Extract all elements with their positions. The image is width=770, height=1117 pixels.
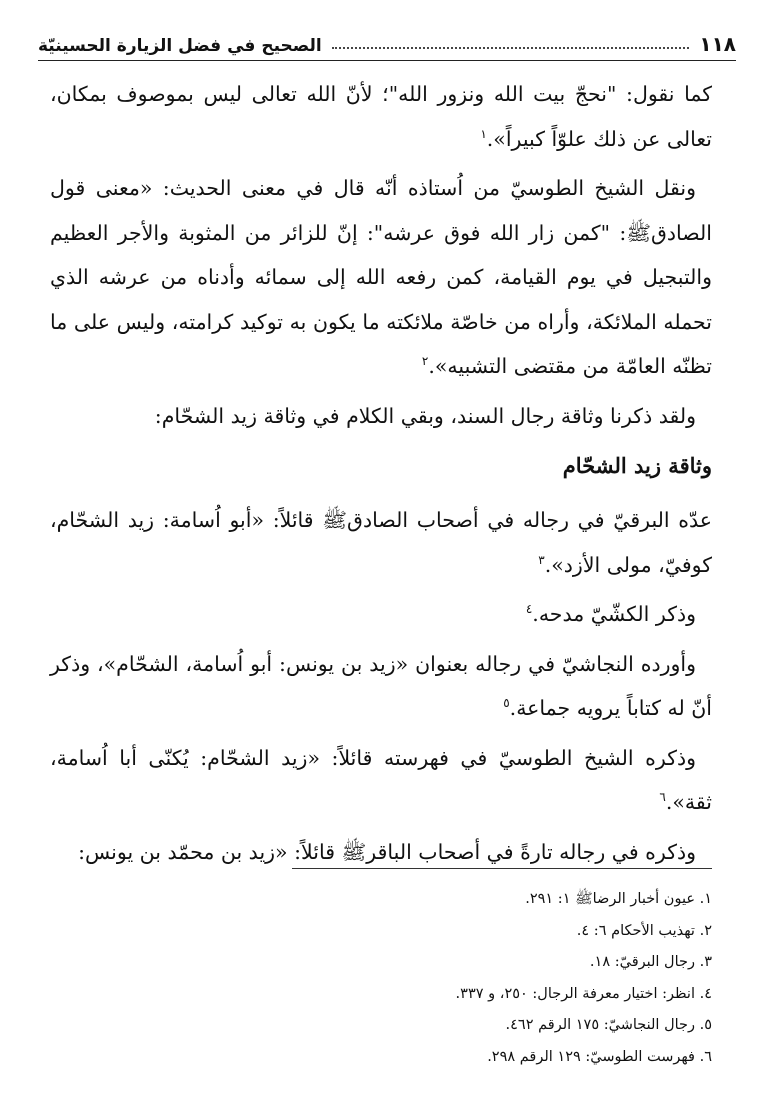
paragraph: ولقد ذكرنا وثاقة رجال السند، وبقي الكلام في وثاقة زيد الشحّام: [154, 403, 696, 428]
page-header [38, 22, 736, 61]
footnote-ref: ٥ [503, 696, 510, 711]
paragraph: ونقل الشيخ الطوسيّ من اُستاذه أنّه قال في معنى الحديث: «معنى قول الصادقﷺ: "كمن زار الله فوق عرشه": إنّ للزائر من المثوبة والأجر العظيم والتبجيل في يوم القيامة، كمن رفعه الله إلى سمائه وأدناه من عرشه الذي تحمله الملائكة، وأراه من خاصّة ملائكته ما يكون به توكيد كرامته، وليس على ما تظنّه العامّة من مقتضى التشبيه».$^٢$ [50, 176, 712, 378]
main-text [50, 72, 712, 879]
paragraph: وذكره في رجاله تارةً في أصحاب الباقرﷺ قائلاً: «زيد بن محمّد بن يونس: [78, 839, 696, 864]
footnote-item: ٦. فهرست الطوسيّ: ١٢٩ الرقم ٢٩٨. [487, 1048, 712, 1065]
footnote-item: ٢. تهذيب الأحكام ٦: ٤. [576, 922, 712, 939]
footnote-item: ١. عيون أخبار الرضاﷺ ١: ٢٩١. [525, 891, 712, 907]
footnote-ref: ٢ [421, 354, 429, 369]
footnote-item: ٤. انظر: اختيار معرفة الرجال: ٢٥٠، و ٣٣٧. [455, 985, 712, 1002]
footnote-item: ٣. رجال البرقيّ: ١٨. [589, 954, 712, 970]
footnote-ref: ١ [480, 126, 487, 141]
paragraph: عدّه البرقيّ في رجاله في أصحاب الصادقﷺ قائلاً: «أبو اُسامة: زيد الشحّام، كوفيّ، مولى الأزد».$^٣$ [50, 508, 712, 577]
header-dotted-leader [332, 47, 690, 49]
footnote-ref: ٤ [525, 602, 533, 617]
footnote-ref: ٦ [659, 790, 666, 805]
footnote-item: ٥. رجال النجاشيّ: ١٧٥ الرقم ٤٦٢. [505, 1017, 712, 1033]
running-title: الصحيح في فضل الزيارة الحسينيّة [38, 36, 322, 56]
footnote-ref: ٣ [538, 552, 545, 567]
footnote-divider [292, 868, 712, 869]
paragraph: كما نقول: "نحجّ بيت الله ونزور الله"؛ لأنّ الله تعالى ليس بموصوف بمكان، تعالى عن ذلك علوّاً كبيراً».$^١$ [50, 82, 712, 151]
paragraph: وذكر الكشّيّ مدحه.$^٤$ [525, 602, 696, 626]
paragraph: وأورده النجاشيّ في رجاله بعنوان «زيد بن يونس: أبو اُسامة، الشحّام»، وذكر أنّ له كتاباً يرويه جماعة.$^٥$ [50, 651, 712, 720]
footnotes [112, 884, 712, 1073]
page-number: ١١٨ [699, 32, 736, 56]
section-heading: وثاقة زيد الشحّام [562, 453, 712, 478]
paragraph: وذكره الشيخ الطوسيّ في فهرسته قائلاً: «زيد الشحّام: يُكنّى أبا اُسامة، ثقة».$^٦$ [50, 745, 712, 814]
